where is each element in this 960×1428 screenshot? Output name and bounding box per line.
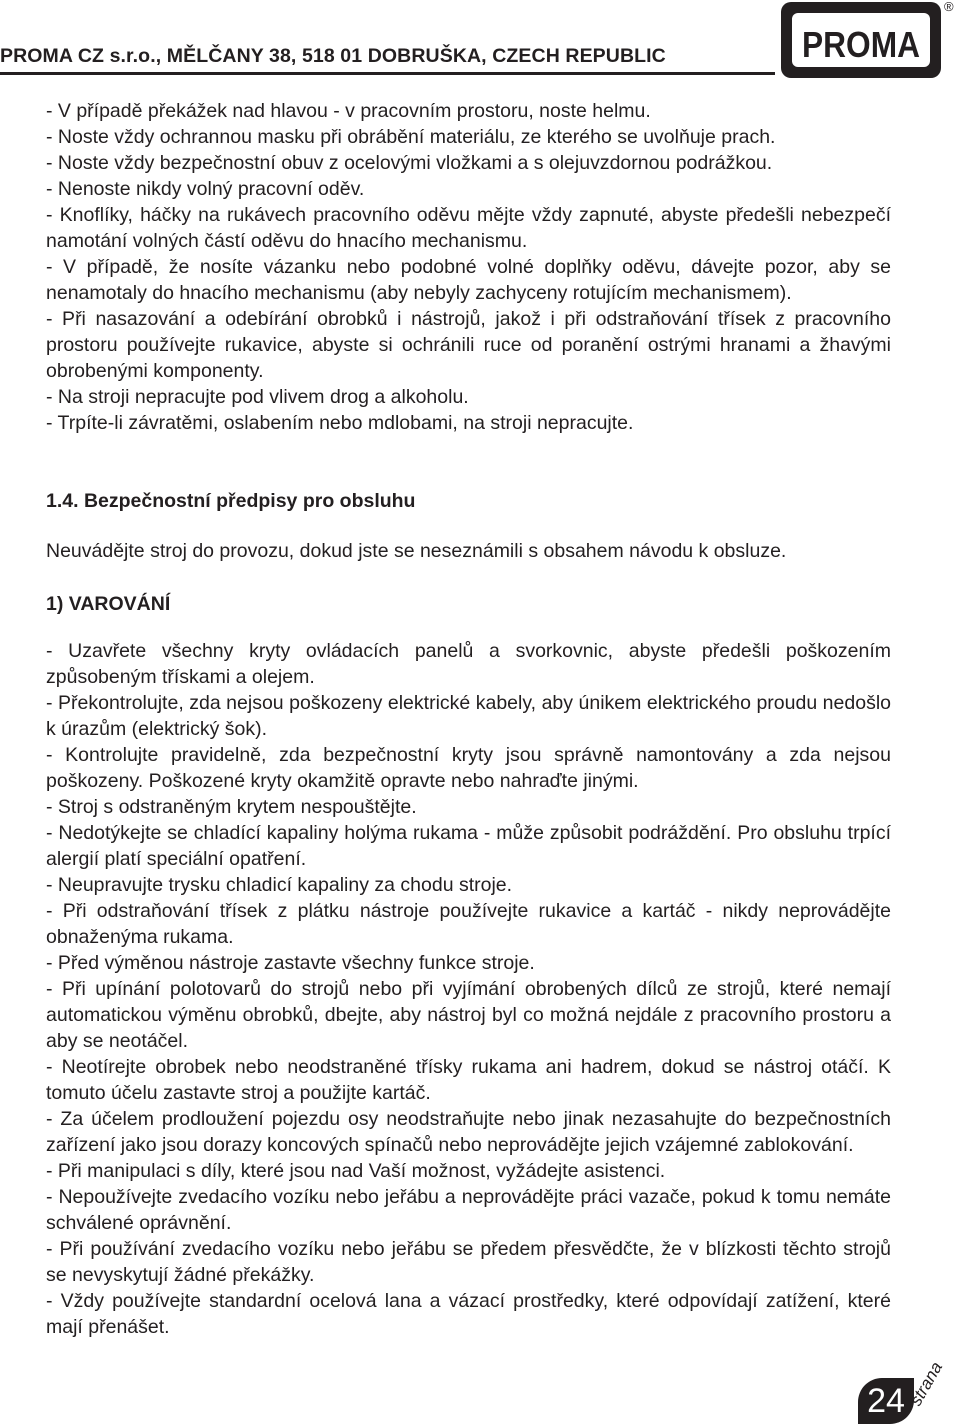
list-item: - Noste vždy bezpečnostní obuv z ocelovými vložkami a s olejuvzdornou podrážkou. [46, 152, 773, 174]
list-item: - Trpíte-li závratěmi, oslabením nebo mdlobami, na stroji nepracujte. [46, 412, 634, 434]
section-intro: Neuvádějte stroj do provozu, dokud jste se neseznámili s obsahem návodu k obsluze. [46, 540, 787, 562]
registered-mark: ® [944, 0, 954, 14]
header-divider [0, 72, 775, 75]
list-item: - Noste vždy ochrannou masku při obrábění materiálu, ze kterého se uvolňuje prach. [46, 126, 776, 148]
list-item: - Před výměnou nástroje zastavte všechny funkce stroje. [46, 952, 535, 974]
list-item: - Uzavřete všechny kryty ovládacích panelů a svorkovnic, abyste předešli poškozením způsobeným třískami a olejem. [46, 640, 891, 688]
warning-list [46, 638, 891, 1340]
list-item: - Knoflíky, háčky na rukávech pracovního oděvu mějte vždy zapnuté, abyste předešli nebezpečí namotání volných částí oděvu do hnacího mechanismu. [46, 204, 891, 252]
proma-logo [781, 2, 941, 78]
list-item: - Vždy používejte standardní ocelová lana a vázací prostředky, které odpovídají zatížení, které mají přenášet. [46, 1290, 891, 1338]
list-item: - V případě překážek nad hlavou - v pracovním prostoru, noste helmu. [46, 100, 651, 122]
warning-heading: 1) VAROVÁNÍ [46, 593, 171, 615]
page-word: strana [906, 1358, 947, 1409]
list-item: - Na stroji nepracujte pod vlivem drog a alkoholu. [46, 386, 469, 408]
section-heading: 1.4. Bezpečnostní předpisy pro obsluhu [46, 490, 416, 512]
list-item: - Překontrolujte, zda nejsou poškozeny elektrické kabely, aby únikem elektrického proudu nedošlo k úrazům (elektrický šok). [46, 692, 891, 740]
list-item: - Při upínání polotovarů do strojů nebo při vyjímání obrobených dílců ze strojů, které nemají automatickou výměnu obrobků, dbejte, aby nástroj byl co možná nejdále z pracovního prostoru a aby se neotáčel. [46, 978, 891, 1052]
list-item: - V případě, že nosíte vázanku nebo podobné volné doplňky oděvu, dávejte pozor, aby se nenamotaly do hnacího mechanismu (aby nebyly zachyceny rotujícím mechanismem). [46, 256, 891, 304]
list-item: - Při manipulaci s díly, které jsou nad Vaší možnost, vyžádejte asistenci. [46, 1160, 666, 1182]
header-company-address: PROMA CZ s.r.o., MĚLČANY 38, 518 01 DOBRUŠKA, CZECH REPUBLIC [0, 45, 666, 67]
list-item: - Stroj s odstraněným krytem nespouštějte. [46, 796, 417, 818]
list-item: - Neupravujte trysku chladicí kapaliny za chodu stroje. [46, 874, 513, 896]
logo-text: PROMA [802, 24, 920, 65]
list-item: - Při používání zvedacího vozíku nebo jeřábu se předem přesvědčte, že v blízkosti těchto strojů se nevyskytují žádné překážky. [46, 1238, 891, 1286]
list-item: - Kontrolujte pravidelně, zda bezpečnostní kryty jsou správně namontovány a zda nejsou poškozeny. Poškozené kryty okamžitě opravte nebo nahraďte jinými. [46, 744, 891, 792]
list-item: - Nepoužívejte zvedacího vozíku nebo jeřábu a neprovádějte práci vazače, pokud k tomu nemáte schválené oprávnění. [46, 1186, 891, 1234]
list-item: - Při nasazování a odebírání obrobků i nástrojů, jakož i při odstraňování třísek z pracovního prostoru používejte rukavice, abyste si ochránili ruce od poranění ostrými hranami a žhavými obrobenými komponenty. [46, 308, 891, 382]
list-item: - Nenoste nikdy volný pracovní oděv. [46, 178, 365, 200]
list-item: - Nedotýkejte se chladící kapaliny holýma rukama - může způsobit podráždění. Pro obsluhu trpící alergií platí speciální opatření. [46, 822, 891, 870]
page-number-badge: 24 [858, 1378, 914, 1424]
safety-list-top [46, 98, 891, 436]
list-item: - Při odstraňování třísek z plátku nástroje používejte rukavice a kartáč - nikdy neprovádějte obnaženýma rukama. [46, 900, 891, 948]
list-item: - Neotírejte obrobek nebo neodstraněné třísky rukama ani hadrem, dokud se nástroj otáčí. K tomuto účelu zastavte stroj a použijte kartáč. [46, 1056, 891, 1104]
list-item: - Za účelem prodloužení pojezdu osy neodstraňujte nebo jinak nezasahujte do bezpečnostních zařízení jako jsou dorazy koncových spínačů nebo neprovádějte jejich vzájemné zablokování. [46, 1108, 891, 1156]
